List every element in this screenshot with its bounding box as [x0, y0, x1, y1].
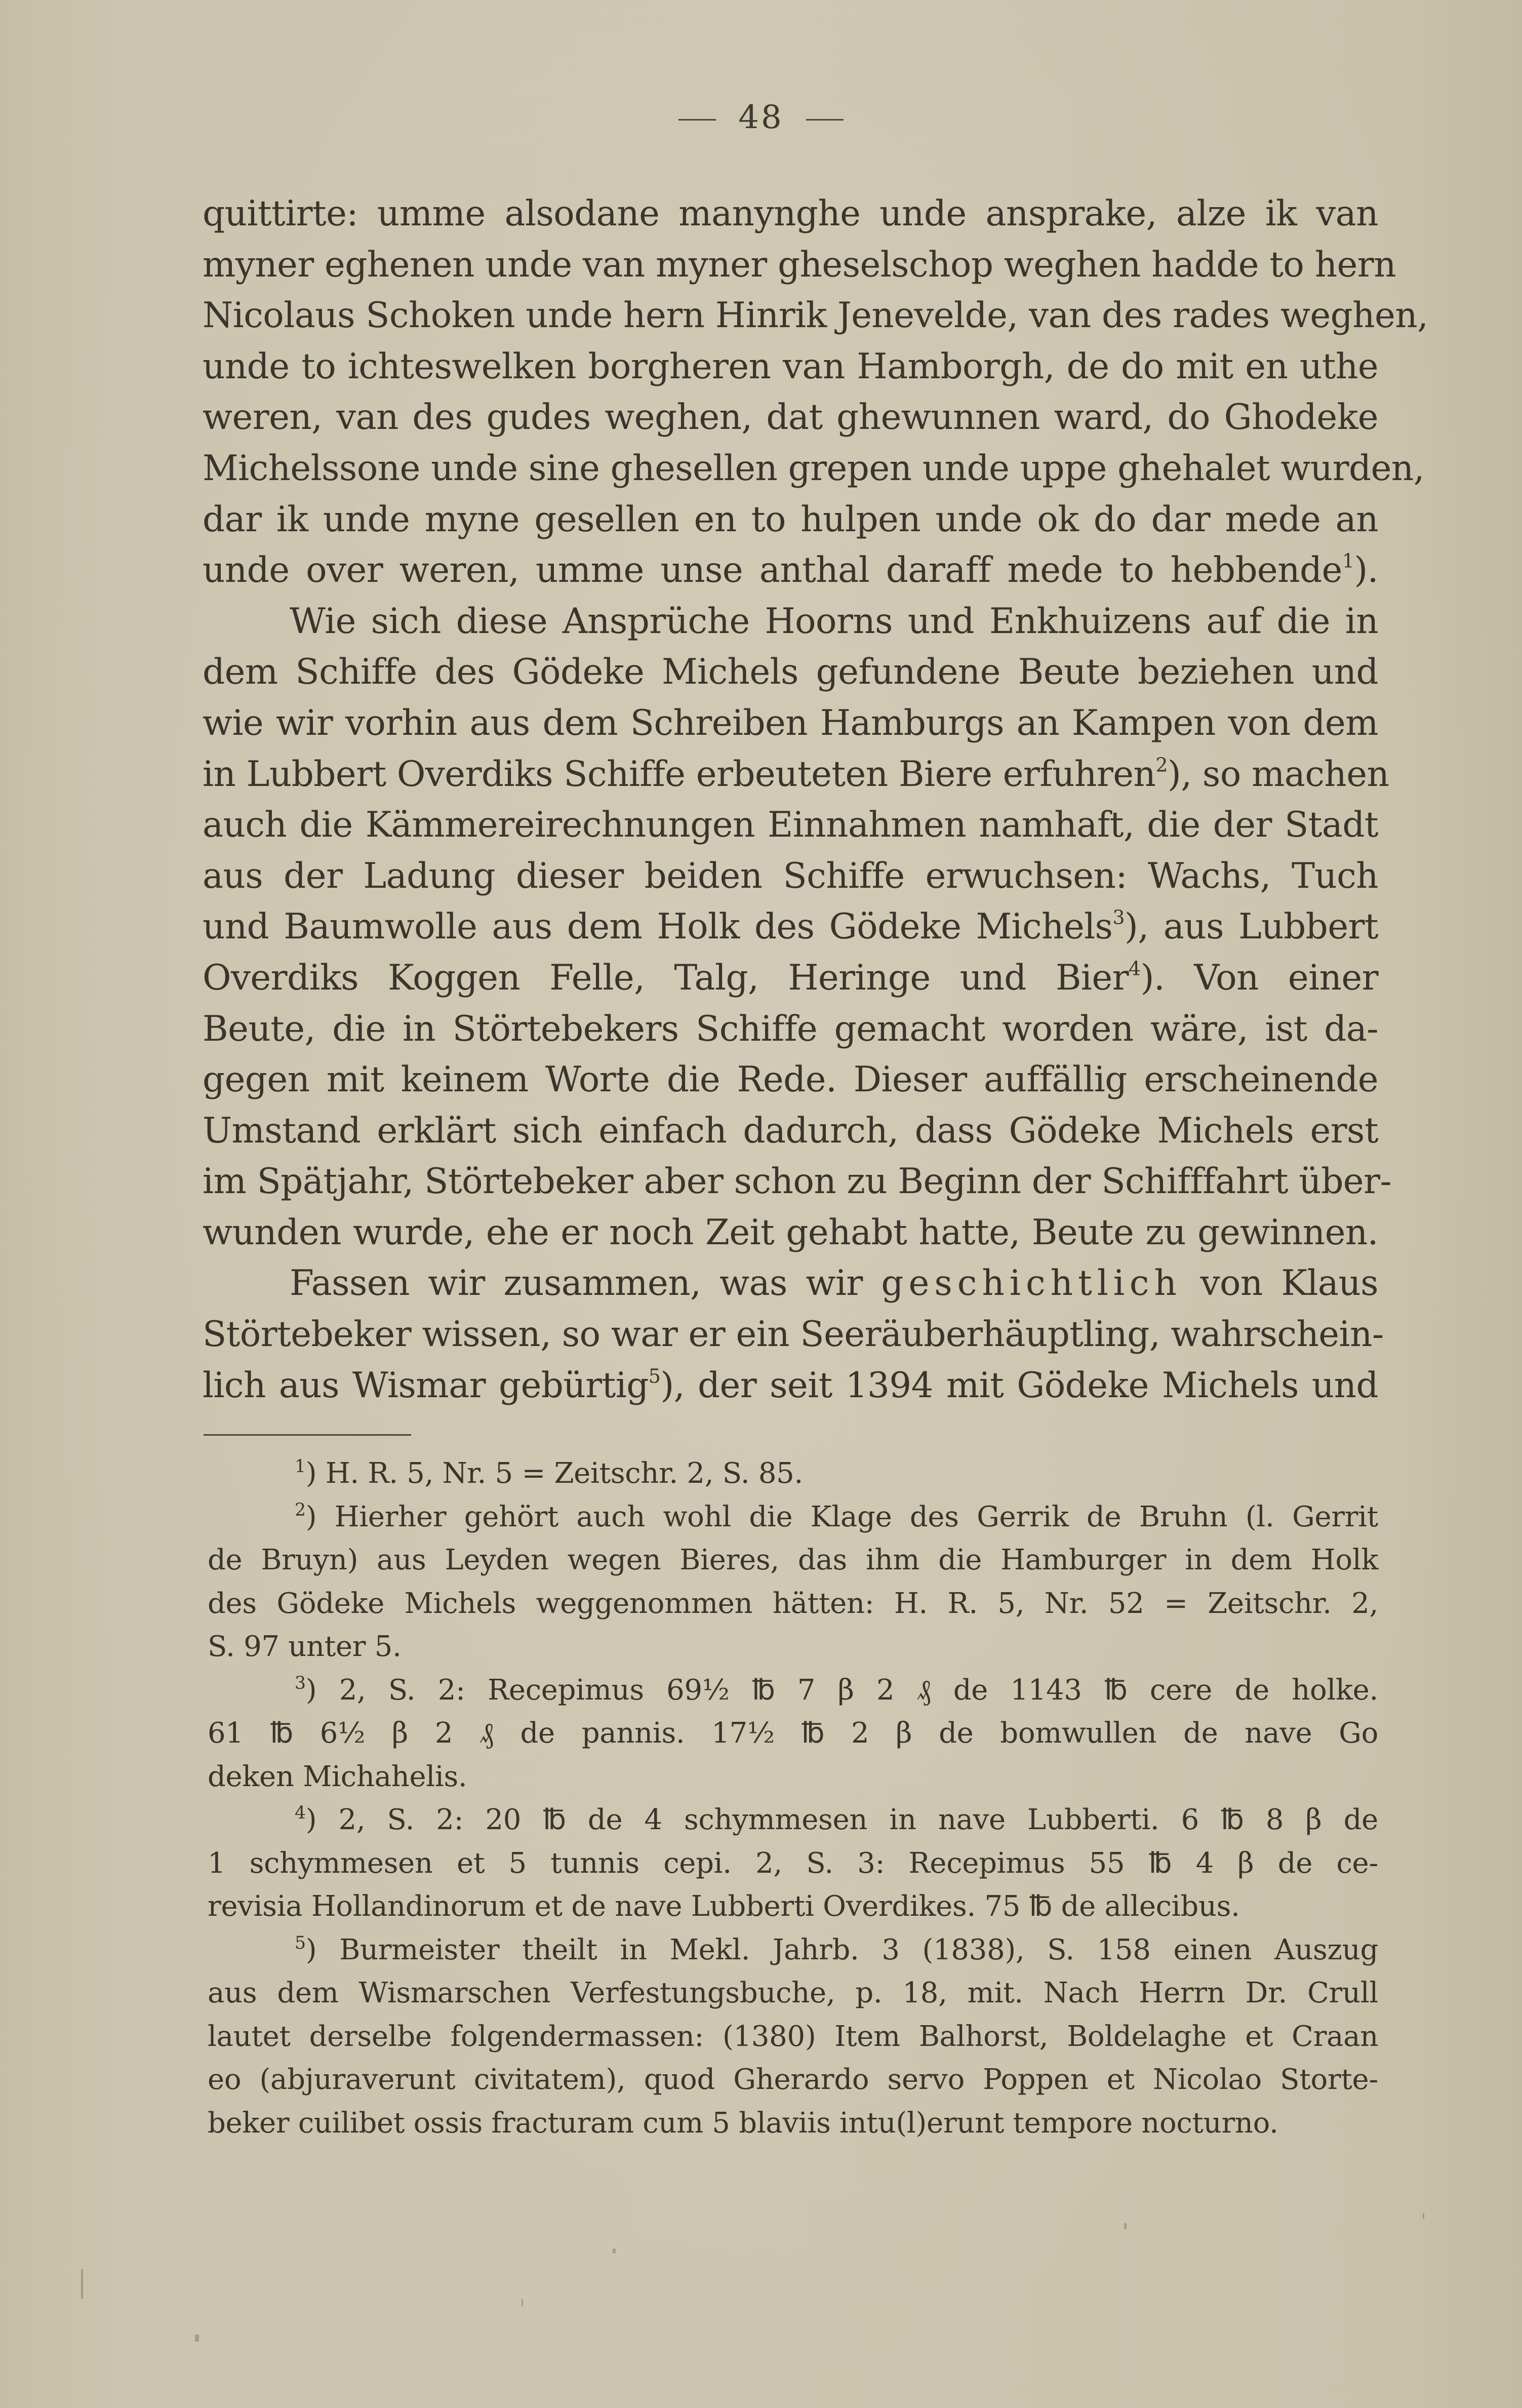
body-line: weren, van des gudes weghen, dat ghewunnen ward, do Ghodeke: [203, 397, 1378, 438]
footnote-ref-4[interactable]: 4: [1129, 957, 1141, 980]
footnote-text: H. R. 5, Nr. 5 = Zeitschr. 2, S. 85.: [325, 1457, 803, 1490]
body-line-text: der seit 1394 mit Gödeke Michels und: [697, 1365, 1378, 1406]
paper-speck: [613, 2248, 616, 2254]
footnote-line: 1 schymmesen et 5 tunnis cepi. 2, S. 3: Recepimus 55 ℔ 4 β de ce-: [208, 1846, 1378, 1880]
body-line-suffix: ), aus Lubbert: [1124, 906, 1378, 948]
body-line: Beute, die in Störtebekers Schiffe gemacht worden wäre, ist da-: [203, 1008, 1378, 1049]
footnote-line: eo (abjuraverunt civitatem), quod Gherardo servo Poppen et Nicolao Storte-: [208, 2063, 1378, 2096]
footnote-text: Hierher gehört auch wohl die Klage des Gerrik de Bruhn (l. Gerrit: [334, 1500, 1378, 1533]
page-number-value: 48: [738, 99, 784, 136]
footnote-line: lautet derselbe folgendermassen: (1380) Item Balhorst, Boldelaghe et Craan: [208, 2020, 1378, 2053]
body-text: [203, 188, 1428, 1411]
body-line-text: in Lubbert Overdiks Schiffe erbeuteten Biere erfuhren: [203, 754, 1156, 795]
footnote-2: $^2$) Hierher gehört auch wohl die Klage des Gerrik de Bruhn (l. Gerrit: [295, 1499, 1378, 1533]
body-line-suffix: ),: [660, 1365, 685, 1406]
body-line: Michelssone unde sine ghesellen grepen unde uppe ghehalet wurden,: [203, 448, 1424, 489]
page-number: [0, 99, 1522, 136]
footnote-line: revisia Hollandinorum et de nave Lubberti Overdikes. 75 ℔ de allecibus.: [208, 1890, 1240, 1923]
footnotes: [208, 1452, 1378, 2145]
emphasized-word: geschichtlich: [881, 1263, 1182, 1304]
footnote-line: aus dem Wismarschen Verfestungsbuche, p. 18, mit. Nach Herrn Dr. Crull: [208, 1977, 1378, 2009]
body-line: auch die Kämmereirechnungen Einnahmen namhaft, die der Stadt: [203, 805, 1378, 846]
body-line: [203, 1360, 1378, 1411]
body-line-suffix: ), so machen: [1167, 754, 1389, 795]
footnote-marker: 1: [295, 1456, 306, 1477]
body-line-text: und Baumwolle aus dem Holk des Gödeke Michels: [203, 906, 1113, 948]
paper-speck: [1124, 2223, 1127, 2229]
body-line: dar ik unde myne gesellen en to hulpen unde ok do dar mede an: [203, 499, 1378, 540]
body-line: [203, 901, 1378, 953]
body-line: quittirte: umme alsodane manynghe unde ansprake, alze ik van: [203, 193, 1378, 234]
body-line: Umstand erklärt sich einfach dadurch, dass Gödeke Michels erst: [203, 1110, 1378, 1151]
footnote-line: S. 97 unter 5.: [208, 1630, 402, 1663]
body-line: aus der Ladung dieser beiden Schiffe erwuchsen: Wachs, Tuch: [203, 855, 1378, 896]
body-line: [203, 1258, 1378, 1309]
footnote-line: 61 ℔ 6½ β 2 ₰ de pannis. 17½ ℔ 2 β de bomwullen de nave Go: [208, 1717, 1378, 1750]
paper-speck: [1423, 2213, 1424, 2219]
footnote-ref-3[interactable]: 3: [1112, 906, 1125, 929]
body-line: wie wir vorhin aus dem Schreiben Hamburgs an Kampen von dem: [203, 702, 1378, 743]
footnote-ref-1[interactable]: 1: [1342, 549, 1354, 572]
footnote-3: $^3$) 2, S. 2: Recepimus 69½ ℔ 7 β 2 ₰ de 1143 ℔ cere de holke.: [295, 1673, 1378, 1707]
body-line: gegen mit keinem Worte die Rede. Dieser auffällig erscheinende: [203, 1059, 1378, 1100]
footnote-line: des Gödeke Michels weggenommen hätten: H. R. 5, Nr. 52 = Zeitschr. 2,: [208, 1587, 1378, 1620]
body-line-text: Overdiks Koggen Felle, Talg, Heringe und Bier: [203, 957, 1129, 998]
body-line: wunden wurde, ehe er noch Zeit gehabt hatte, Beute zu gewinnen.: [203, 1212, 1378, 1253]
footnote-4: $^4$) 2, S. 2: 20 ℔ de 4 schymmesen in nave Lubberti. 6 ℔ 8 β de: [295, 1803, 1378, 1836]
footnote-text: 2, S. 2: Recepimus 69½ ℔ 7 β 2 ₰ de 1143 ℔ cere de holke.: [339, 1673, 1378, 1707]
body-line-text: lich aus Wismar gebürtig: [203, 1365, 649, 1406]
body-line: Störtebeker wissen, so war er ein Seeräuberhäuptling, wahrschein-: [203, 1314, 1384, 1355]
page-number-dash-left: [678, 119, 716, 121]
footnote-marker: 4: [295, 1803, 306, 1824]
body-line: dem Schiffe des Gödeke Michels gefundene Beute beziehen und: [203, 652, 1378, 693]
body-line: im Spätjahr, Störtebeker aber schon zu Beginn der Schifffahrt über-: [203, 1161, 1392, 1202]
body-line-suffix: ).: [1354, 550, 1378, 591]
body-line: [203, 545, 1378, 596]
footnote-ref-2[interactable]: 2: [1155, 754, 1168, 776]
footnote-marker: 2: [295, 1499, 306, 1520]
body-line: Wie sich diese Ansprüche Hoorns und Enkhuizens auf die in: [290, 601, 1378, 642]
footnote-text: Burmeister theilt in Mekl. Jahrb. 3 (1838), S. 158 einen Auszug: [339, 1933, 1378, 1966]
body-line: unde to ichteswelken borgheren van Hamborgh, de do mit en uthe: [203, 346, 1378, 387]
footnote-line: beker cuilibet ossis fracturam cum 5 blaviis intu(l)erunt tempore nocturno.: [208, 2106, 1278, 2140]
footnote-line: deken Michahelis.: [208, 1760, 467, 1793]
footnote-marker: 3: [295, 1673, 306, 1693]
footnote-line: de Bruyn) aus Leyden wegen Bieres, das ihm die Hamburger in dem Holk: [208, 1544, 1378, 1576]
body-line: Nicolaus Schoken unde hern Hinrik Jenevelde, van des rades weghen,: [203, 295, 1428, 336]
body-line: [203, 749, 1389, 800]
page-number-dash-right: [806, 119, 844, 121]
footnote-1: $^1$) H. R. 5, Nr. 5 = Zeitschr. 2, S. 85.: [295, 1456, 803, 1490]
paper-speck: [195, 2335, 199, 2342]
body-line: myner eghenen unde van myner gheselschop weghen hadde to hern: [203, 244, 1396, 285]
footnote-5: $^5$) Burmeister theilt in Mekl. Jahrb. 3 (1838), S. 158 einen Auszug: [295, 1932, 1378, 1966]
footnote-ref-5[interactable]: 5: [648, 1365, 661, 1388]
footnote-text: 2, S. 2: 20 ℔ de 4 schymmesen in nave Lubberti. 6 ℔ 8 β de: [338, 1803, 1378, 1836]
body-line-text: von Klaus: [1200, 1263, 1378, 1304]
footnote-marker: 5: [295, 1932, 306, 1953]
paper-speck: [81, 2269, 83, 2299]
body-line-text: Fassen wir zusammen, was wir: [290, 1263, 863, 1304]
footnote-separator-rule: [204, 1434, 411, 1436]
body-line: [203, 953, 1378, 1004]
body-line-suffix: ). Von einer: [1140, 957, 1378, 998]
paper-speck: [522, 2299, 523, 2306]
body-line-text: unde over weren, umme unse anthal daraff mede to hebbende: [203, 550, 1342, 591]
